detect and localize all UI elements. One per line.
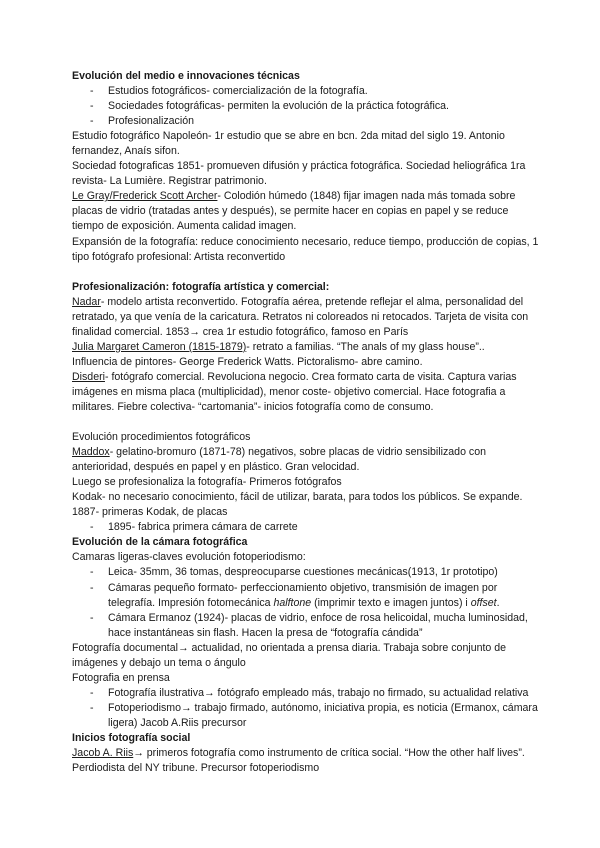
list-item-text: (imprimir texto e imagen juntos) i [311, 596, 471, 609]
name-link-maddox: Maddox [72, 446, 110, 459]
paragraph: Influencia de pintores- George Frederick Watts. Pictoralismo- abre camino. [72, 355, 423, 368]
list-item: - Sociedades fotográficas- permiten la evolución de la práctica fotográfica. [72, 99, 540, 114]
bullet-list [72, 565, 540, 640]
spacer [72, 265, 540, 280]
document-page [72, 69, 540, 776]
paragraph: Luego se profesionaliza la fotografía- Primeros fotógrafos [72, 476, 342, 489]
name-link-disderi: Disderi [72, 370, 105, 383]
name-link-le-gray: Le Gray/Frederick Scott Archer [72, 190, 218, 203]
name-link-nadar: Nadar [72, 295, 101, 308]
term-halftone: halftone [273, 596, 312, 609]
paragraph-text: - gelatino-bromuro (1871-78) negativos, sobre placas de vidrio sensibilizado con anterioridad, después en papel y en plástico. Gran velocidad. [72, 446, 486, 474]
paragraph: Kodak- no necesario conocimiento, fácil de utilizar, barata, para todos los públicos. Se expande. 1887- primeras Kodak, de placas [72, 491, 523, 519]
section-heading-profesionalizacion: Profesionalización: fotografía artística y comercial: [72, 280, 330, 293]
bullet-list [72, 84, 540, 129]
list-item-text: . [496, 596, 500, 609]
section-heading-evolucion-medio: Evolución del medio e innovaciones técnicas [72, 70, 300, 82]
list-item [72, 581, 540, 611]
paragraph [72, 340, 540, 355]
list-item: - Cámara Ermanoz (1924)- placas de vidrio, enfoce de rosa helicoidal, mucha luminosidad, hace instantáneas sin flash. Hacen la presa de “fotografía cándida” [72, 611, 540, 641]
bullet-list [72, 686, 540, 731]
list-item: - Estudios fotográficos- comercialización de la fotografía. [72, 84, 540, 99]
paragraph-text: - modelo artista reconvertido. Fotografía aérea, pretende reflejar el alma, personalidad del retratado, ya que venía de la caricatura. Retratos ni coloreados ni retocados. Tarjeta de visita con finalidad comercial. 1853→ crea 1r estudio fotográfico, famoso en París [72, 295, 529, 338]
list-item: - Fotoperiodismo→ trabajo firmado, autónomo, iniciativa propia, es noticia (Ermanox, cámara ligera) Jacob A.Riis precursor [72, 701, 540, 731]
paragraph: Sociedad fotograficas 1851- promueven difusión y práctica fotográfica. Sociedad heliográfica 1ra revista- La Lumière. Registrar patrimonio. [72, 160, 526, 188]
list-item: - Leica- 35mm, 36 tomas, despreocuparse cuestiones mecánicas(1913, 1r prototipo) [72, 565, 540, 580]
paragraph-text: - Colodión húmedo (1848) fijar imagen nada más tomada sobre placas de vidrio (tratadas antes y después), se permite hacer en copias en papel y se reduce tiempo de exposición. Aumenta calidad imagen. [72, 190, 516, 233]
paragraph [72, 295, 540, 340]
name-link-riis: Jacob A. Riis [72, 747, 134, 760]
paragraph: Fotografía documental→ actualidad, no orientada a prensa diaria. Trabaja sobre conjunto de imágenes y debajo un tema o ángulo [72, 641, 507, 669]
paragraph: Expansión de la fotografía: reduce conocimiento necesario, reduce tiempo, producción de copias, 1 tipo fotógrafo profesional: Artista reconvertido [72, 235, 539, 263]
paragraph: Fotografia en prensa [72, 671, 170, 684]
section-title-procedimientos: Evolución procedimientos fotográficos [72, 431, 251, 444]
section-heading-social: Inicios fotografía social [72, 731, 191, 744]
bullet-list [72, 520, 540, 535]
paragraph: Estudio fotográfico Napoleón- 1r estudio que se abre en bcn. 2da mitad del siglo 19. Antonio fernandez, Anaís sifon. [72, 130, 505, 158]
name-link-cameron: Julia Margaret Cameron (1815-1879) [72, 340, 247, 353]
paragraph [72, 445, 540, 475]
paragraph: Camaras ligeras-claves evolución fotoperiodismo: [72, 551, 306, 564]
section-heading-camara: Evolución de la cámara fotográfica [72, 536, 248, 549]
list-item: - Fotografía ilustrativa→ fotógrafo empleado más, trabajo no firmado, su actualidad relativa [72, 686, 540, 701]
term-offset: offset [470, 596, 497, 609]
paragraph-text: → primeros fotografía como instrumento de crítica social. “How the other half lives”. Perdiodista del NY tribune. Precursor fotoperiodismo [72, 747, 525, 775]
list-item-text: Cámaras pequeño formato- perfeccionamiento objetivo, transmisión de imagen por telegrafía. Impresión fotomecánica [108, 581, 498, 609]
paragraph-text: - fotógrafo comercial. Revoluciona negocio. Crea formato carta de visita. Captura varias imágenes en misma placa (multiplicidad), menor coste- objetivo comercial. Hace fotografia a militares. Fiebre colectiva- “cartomania”- inicios fotografía como de consumo. [72, 370, 517, 413]
list-item: - Profesionalización [72, 114, 540, 129]
paragraph [72, 746, 540, 776]
paragraph [72, 189, 540, 234]
list-item: - 1895- fabrica primera cámara de carrete [72, 520, 540, 535]
spacer [72, 415, 540, 430]
paragraph-text: - retrato a familias. “The anals of my glass house”.. [246, 340, 485, 353]
paragraph [72, 370, 540, 415]
